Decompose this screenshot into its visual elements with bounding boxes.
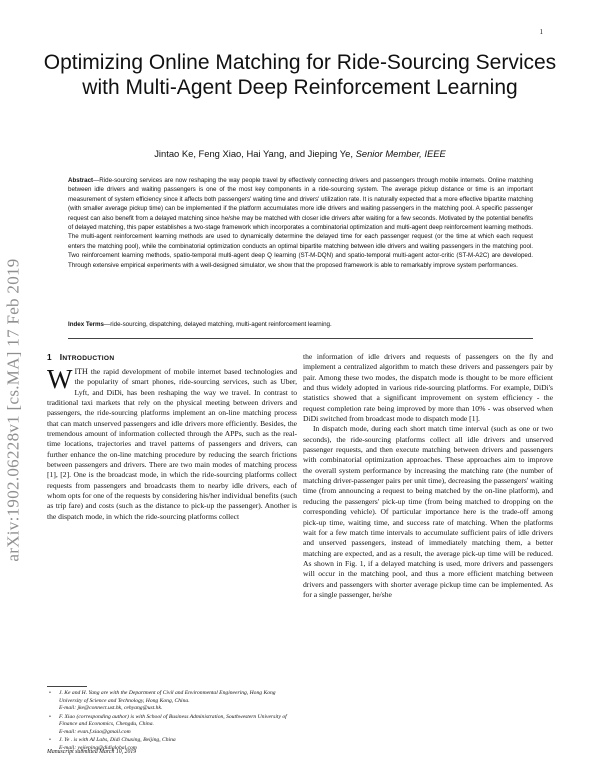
manuscript-note: Manuscript submitted March 10, 2019: [47, 749, 137, 755]
arxiv-identifier: [2, 200, 26, 620]
abstract-label: Abstract: [68, 177, 94, 184]
footnote-item: [47, 714, 297, 737]
footnote-text: J. Ye . is with AI Labs, Didi Chuxing, Beijing, China: [59, 737, 176, 743]
affiliation-footnotes: [47, 690, 297, 753]
section-number: 1: [47, 352, 52, 362]
footnote-text: J. Ke and H. Yang are with the Department of Civil and Environmental Engineering, Hong Kong University of Science and Technology, Hong Kong, China.: [59, 690, 276, 704]
left-column: [47, 352, 297, 522]
intro-paragraph-1-cont: the information of idle drivers and requests of passengers on the fly and implement a centralized algorithm to match these drivers and passengers pair by pair. Among these two modes, the dispatch mode is thought to be more efficient and thus widely adopted in various ride-sourcing platforms. For example, DiDi's statistics showed that a significant improvement on system efficiency - the request completion rate being improved by more than 10% - was observed when DiDi switched from broadcast mode to dispatch mode [1].: [303, 352, 553, 424]
paper-title: Optimizing Online Matching for Ride-Sourcing Services with Multi-Agent Deep Reinforcement Learning: [43, 51, 557, 99]
section-heading: [47, 352, 297, 362]
right-column: [303, 352, 553, 600]
intro-text-left: the rapid development of mobile internet based technologies and the popularity of smart phones, ride-sourcing services, such as Uber, Lyft, and DiDi, has been reshaping the way we travel. In contrast to traditional taxi markets that rely on the physical meeting between drivers and passengers, the ride-sourcing platforms implement an on-line matching process that can match unserved passengers and idle drivers more efficiently. Besides, the tremendous amount of information collected through the APPs, such as the real-time locations, trajectories and travel patterns of passengers and drivers, can further enhance the on-line matching procedure by reducing the search frictions between passengers and drivers. There are two main modes of matching process [1], [2]. One is the broadcast mode, in which the ride-sourcing platforms collect requests from passengers and broadcasts them to nearby idle drivers, each of whom opts for one of the requests by considering his/her individual benefits (such as trip fare) and costs (such as the distance to pick-up the passenger). Another is the dispatch mode, in which the ride-sourcing platforms collect: [47, 367, 297, 521]
index-terms-text: —ride-sourcing, dispatching, delayed matching, multi-agent reinforcement learning.: [104, 321, 332, 328]
section-title-rest: NTRODUCTION: [62, 355, 115, 362]
drop-cap: W: [47, 364, 73, 394]
abstract: [68, 176, 533, 270]
intro-paragraph-1: [47, 364, 297, 522]
author-line: [40, 148, 560, 159]
page-number: 1: [539, 28, 543, 36]
arxiv-identifier-text: arXiv:1902.06228v1 [cs.MA] 17 Feb 2019: [4, 258, 23, 562]
footnote-rule: [47, 686, 87, 687]
section-first-letter: I: [59, 352, 63, 362]
footnote-email: E-mail: evan.f.xiao@gmail.com: [59, 728, 131, 735]
index-terms-label: Index Terms: [68, 321, 104, 328]
index-terms: [68, 320, 533, 329]
header-divider: [68, 338, 533, 339]
footnote-item: [47, 690, 297, 713]
abstract-text: —Ride-sourcing services are now reshaping the way people travel by effectively connecting drivers and passengers through mobile internets. Online matching between idle drivers and waiting passengers is one of the most key components in a ride-sourcing system. The average pickup distance or time is an important measurement of system efficiency since it affects both passengers' waiting time and drivers' utilization rate. It is naturally expected that a more effective bipartite matching (with smaller average pickup time) can be implemented if the platform accumulates more idle drivers and waiting passengers in the matching pool. A specific passenger request can also benefit from a delayed matching since he/she may be matched with closer idle drivers after waiting for a few seconds. Motivated by the potential benefits of delayed matching, this paper establishes a two-stage framework which incorporates a combinatorial optimization and multi-agent deep reinforcement learning methods. The multi-agent reinforcement learning methods are used to dynamically determine the delayed time for each passenger request (or the time at which each request enters the matching pool), while the combinatorial optimization conducts an optimal bipartite matching between idle drivers and waiting passengers in the matching pool. Two reinforcement learning methods, spatio-temporal multi-agent deep Q learning (ST-M-DQN) and spatio-temporal multi-agent actor-critic (ST-M-A2C) are developed. Through extensive empirical experiments with a well-designed simulator, we show that the proposed framework is able to remarkably improve system performances.: [68, 177, 533, 269]
footnote-email: E-mail: jke@connect.ust.hk, cehyang@ust.hk.: [59, 705, 163, 711]
author-suffix: Senior Member, IEEE: [355, 148, 446, 159]
footnote-text: F. Xiao (corresponding author) is with School of Business Administration, Southwestern University of Finance and Economics, Chengdu, China.: [59, 713, 287, 727]
intro-paragraph-2: In dispatch mode, during each short match time interval (such as one or two seconds), the ride-sourcing platforms collect all idle drivers and unserved passenger requests, and then execute matching between drivers and passengers with combinatorial optimization approaches. These approaches aim to improve the overall system performance by increasing the matching rate (the number of matching driver-passenger pairs per unit time), decreasing the passengers' waiting time (from announcing a request to being matched by the on-line platform), and reducing the passengers' pick-up time (from being matched to dropping on the corresponding vehicle). Of particular importance here is the trade-off among pick-up time, waiting time, and success rate of matching. When the platforms wait for a few match time intervals to accumulate sufficient pairs of idle drivers and unserved passengers, instead of immediately matching them, a better matching are expected, and as a result, the average pick-up time will be reduced. As shown in Fig. 1, if a delayed matching is used, more drivers and passengers will occur in the matching pool, and thus a more efficient matching between drivers and passengers with shorter average pickup time can be implemented. As for a single passenger, he/she: [303, 424, 553, 599]
lead-in-smallcaps: ITH: [74, 367, 88, 376]
footnote-email: E-mail: yejieping@didiglobal.com: [59, 744, 137, 751]
author-names: Jintao Ke, Feng Xiao, Hai Yang, and Jieping Ye,: [154, 148, 353, 159]
